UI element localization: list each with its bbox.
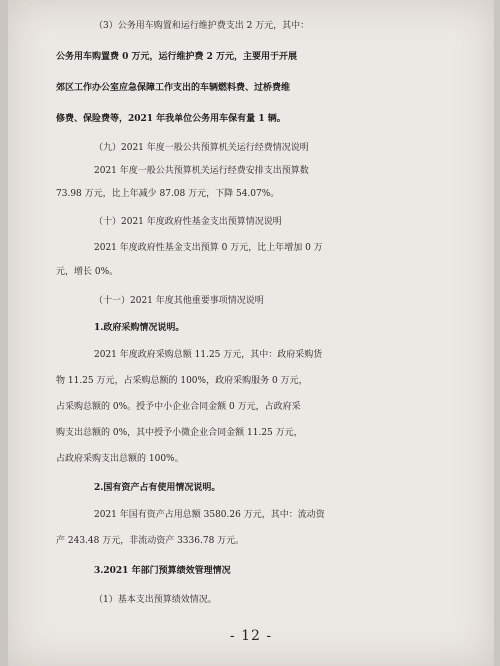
text-line: 郊区工作办公室应急保障工作支出的车辆燃料费、过桥费维 (56, 83, 291, 93)
section-heading: （十一）2021 年度其他重要事项情况说明 (94, 296, 264, 306)
text-line: 元，增长 0%。 (56, 267, 119, 277)
text-line: 物 11.25 万元，占采购总额的 100%，政府采购服务 0 万元， (56, 376, 308, 386)
subsection-heading: 3.2021 年部门预算绩效管理情况 (94, 566, 231, 576)
text-line: 2021 年度政府性基金支出预算 0 万元，比上年增加 0 万 (94, 243, 323, 253)
section-heading: （九）2021 年度一般公共预算机关运行经费情况说明 (94, 143, 309, 153)
text-line: 产 243.48 万元，非流动资产 3336.78 万元。 (56, 536, 245, 546)
text-line: 2021 年国有资产占用总额 3580.26 万元，其中：流动资 (94, 510, 325, 520)
section-heading: （十）2021 年度政府性基金支出预算情况说明 (94, 217, 282, 227)
page-number: - 12 - (229, 628, 273, 644)
subsection-heading: 2.国有资产占有使用情况说明。 (94, 483, 221, 493)
text-line: 占政府采购支出总额的 100%。 (56, 454, 184, 464)
subsection-heading: 1.政府采购情况说明。 (94, 323, 185, 333)
text-line: （1）基本支出预算绩效情况。 (94, 595, 217, 605)
text-line: 占采购总额的 0%。授予中小企业合同金额 0 万元，占政府采 (56, 402, 301, 412)
text-line: 2021 年度政府采购总额 11.25 万元，其中：政府采购货 (94, 350, 323, 360)
text-line: （3）公务用车购置和运行维护费支出 2 万元，其中： (94, 21, 310, 31)
text-line: 购支出总额的 0%，其中授予小微企业合同金额 11.25 万元， (56, 428, 303, 438)
text-line: 73.98 万元，比上年减少 87.08 万元，下降 54.07%。 (56, 189, 280, 199)
document-page (8, 0, 494, 666)
text-line: 公务用车购置费 0 万元，运行维护费 2 万元，主要用于开展 (56, 52, 298, 62)
text-line: 2021 年度一般公共预算机关运行经费安排支出预算数 (94, 166, 309, 176)
text-line: 修费、保险费等，2021 年我单位公务用车保有量 1 辆。 (56, 114, 286, 124)
